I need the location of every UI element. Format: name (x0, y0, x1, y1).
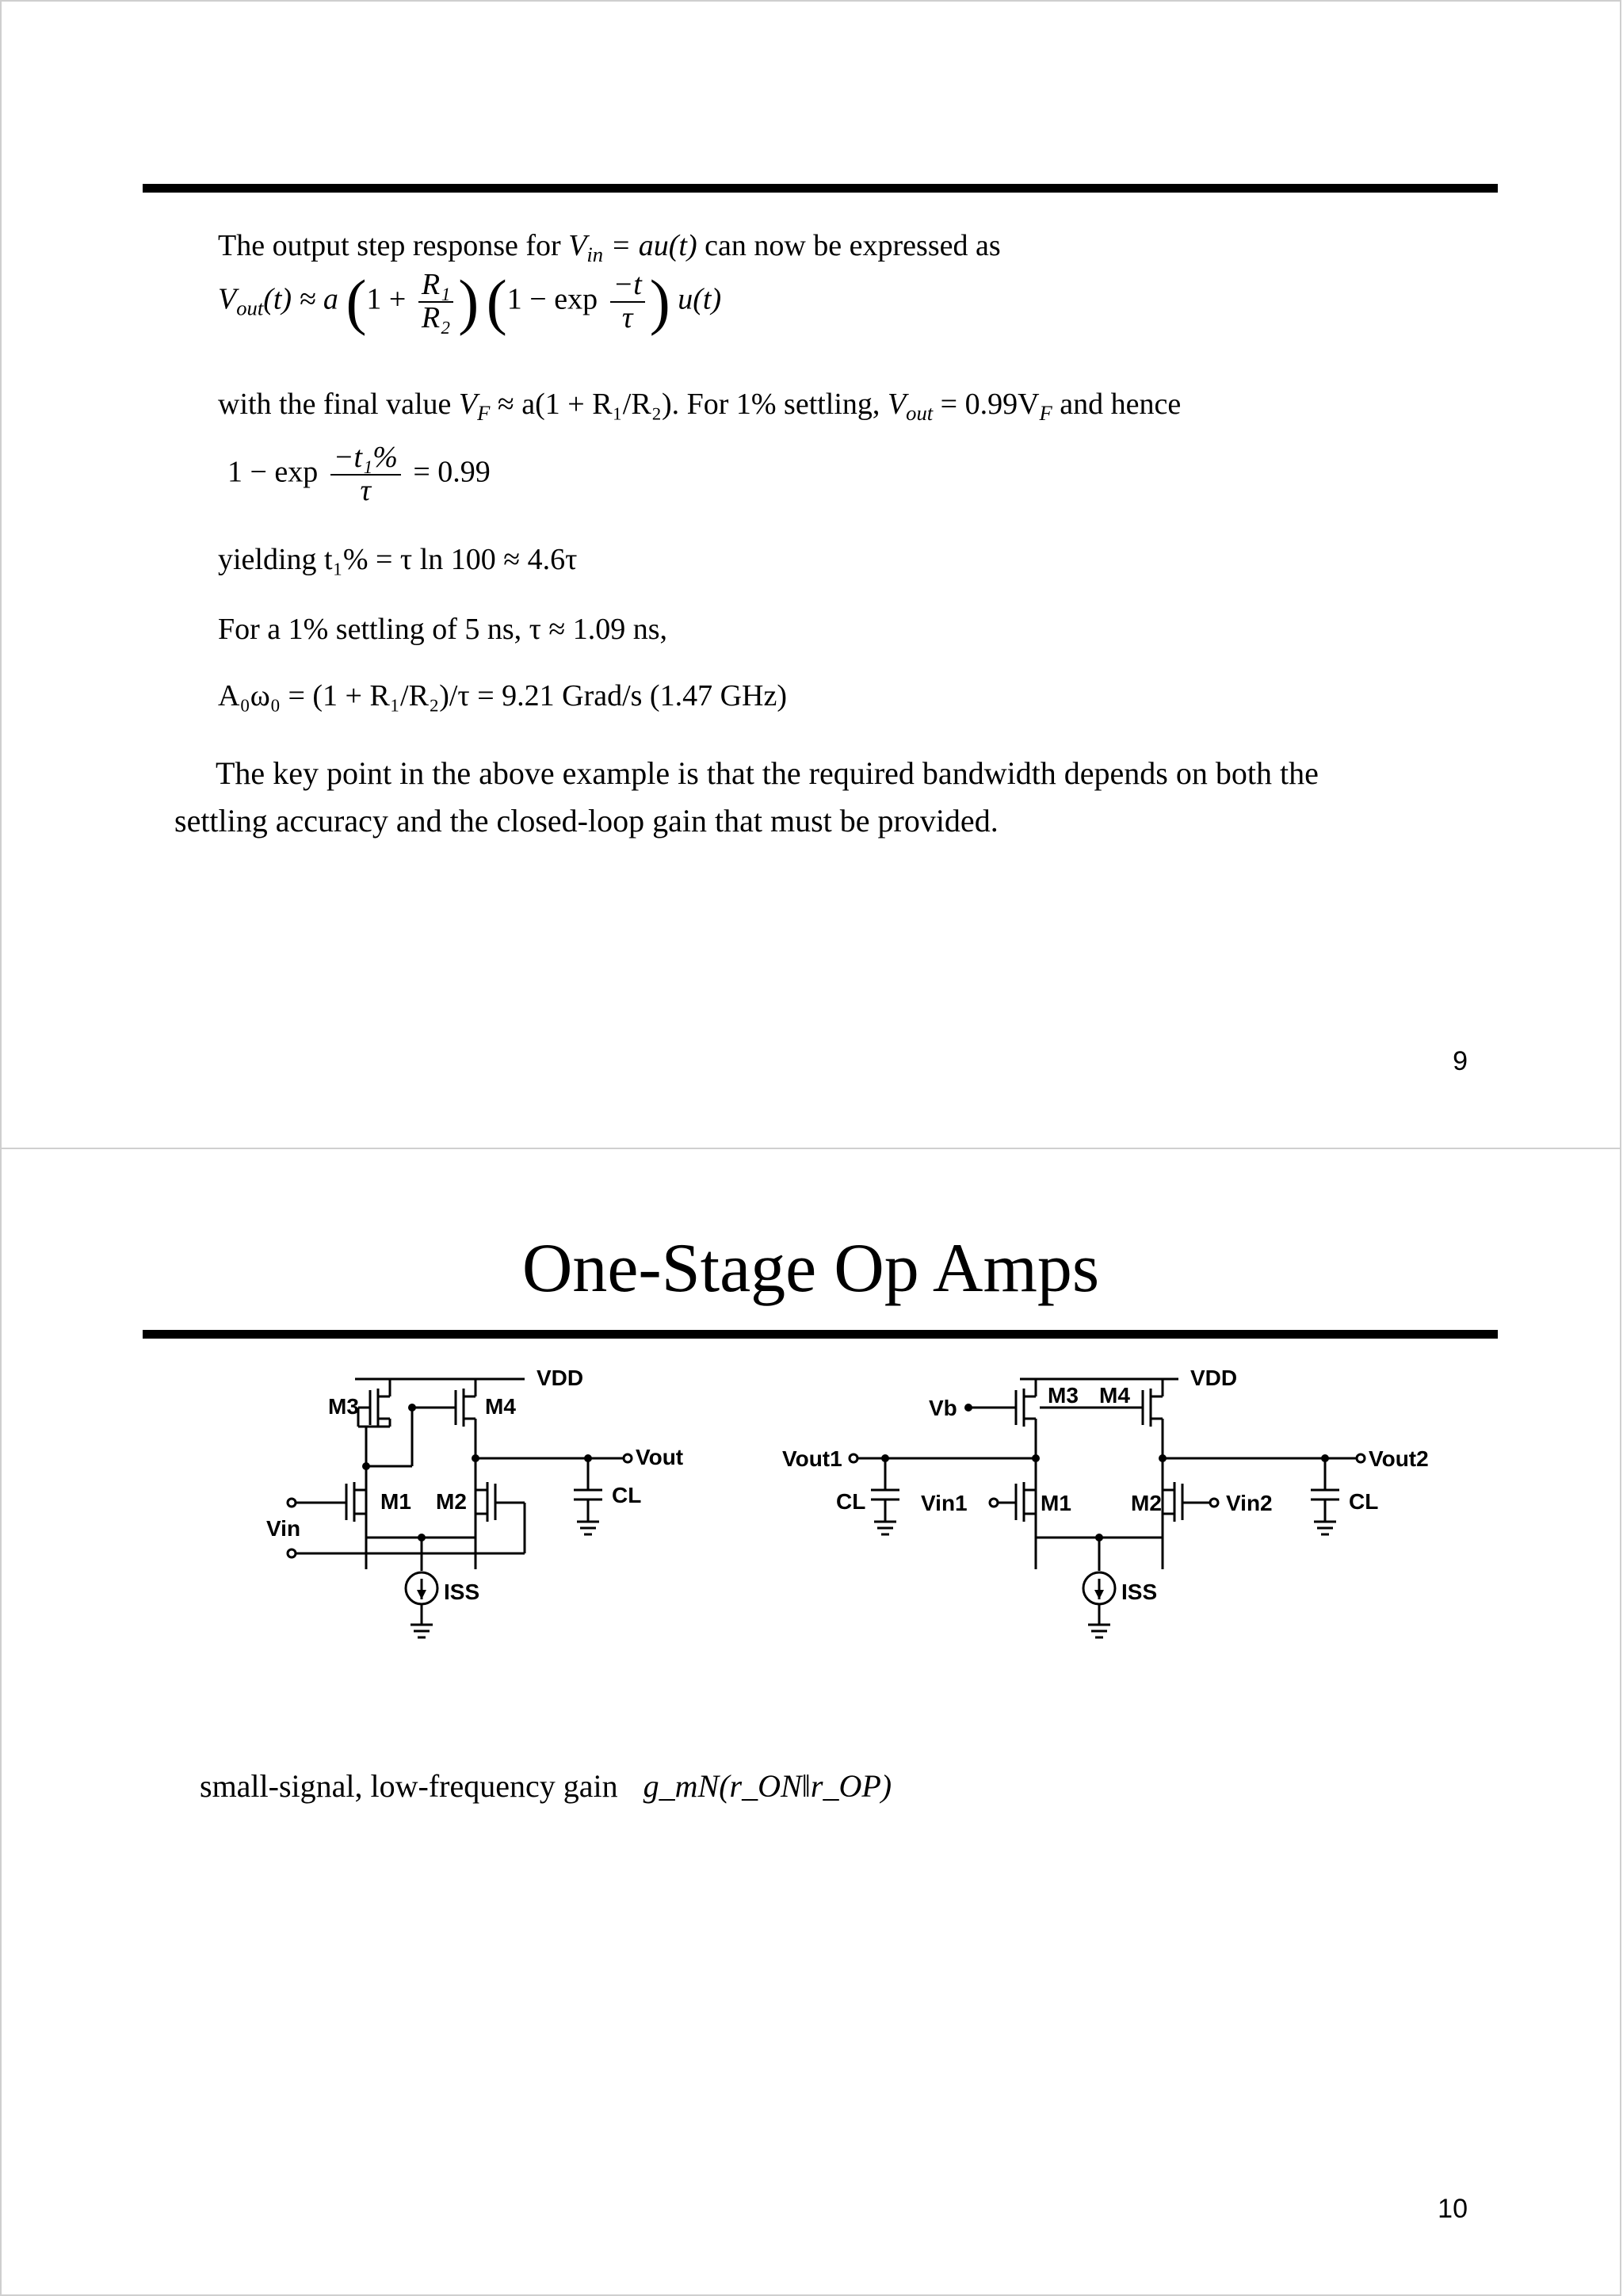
intro-tail: can now be expressed as (697, 229, 1001, 262)
page-number-9: 9 (1453, 1046, 1468, 1076)
gain-expression: g_mN(r_ON‖r_OP) (643, 1768, 892, 1804)
right-vin2-label: Vin2 (1226, 1491, 1273, 1515)
intro-line (218, 230, 1001, 266)
vf-subscript-2: F (1039, 400, 1052, 425)
eq1-denominator-2: τ (621, 300, 633, 334)
t-over-tau-fraction (610, 269, 645, 334)
eq1-numerator: R₁ (418, 269, 453, 303)
key-point-paragraph (174, 750, 1474, 845)
paren-close-1: ) (458, 266, 479, 336)
t1-over-tau-fraction (330, 442, 401, 507)
eq2-rhs: = 0.99 (413, 455, 491, 489)
final-value-end: = 0.99V (933, 388, 1040, 421)
r1-over-r2-fraction (418, 269, 453, 334)
left-cl-label: CL (612, 1483, 642, 1507)
vin-symbol: V (568, 229, 587, 262)
yielding-line: yielding t₁% = τ ln 100 ≈ 4.6τ (218, 543, 578, 576)
vf-subscript: F (477, 400, 491, 425)
right-vout1-label: Vout1 (782, 1446, 842, 1471)
gain-label: small-signal, low-frequency gain (200, 1768, 618, 1804)
right-vin1-label: Vin1 (921, 1491, 968, 1515)
left-m4-label: M4 (485, 1394, 516, 1419)
intro-text: The output step response for (218, 229, 569, 262)
eq1-lhs: V (218, 282, 237, 316)
slide-9 (0, 0, 1621, 1149)
right-cl-left-label: CL (836, 1489, 866, 1514)
paren-open-2: ( (486, 266, 507, 336)
vf-symbol: V (458, 388, 478, 421)
right-m3-label: M3 (1048, 1383, 1079, 1408)
key-point-line-1: The key point in the above example is that the required bandwidth depends on both the (216, 755, 1319, 791)
final-value-tail: and hence (1052, 388, 1182, 421)
left-m1-label: M1 (380, 1489, 411, 1514)
eq1-one-minus-exp: 1 − exp (506, 282, 598, 316)
left-vin-label: Vin (266, 1516, 301, 1541)
eq1-numerator-2: −t (610, 269, 645, 303)
slide-9-top-rule (143, 184, 1498, 193)
settling-equation (227, 442, 491, 507)
vout-subscript: out (906, 400, 934, 425)
gain-line (200, 1767, 892, 1805)
vin-equation: = au(t) (603, 229, 697, 262)
left-vout-label: Vout (636, 1445, 684, 1469)
page-number-10: 10 (1438, 2194, 1468, 2224)
slide-10-top-rule (143, 1330, 1498, 1339)
left-m2-label: M2 (436, 1489, 467, 1514)
paren-close-2: ) (649, 266, 670, 336)
right-vdd-label: VDD (1190, 1366, 1238, 1390)
step-response-equation (218, 266, 722, 336)
right-m1-label: M1 (1041, 1491, 1071, 1515)
differential-op-amp-schematic (782, 1363, 1440, 1704)
paren-open-1: ( (346, 266, 367, 336)
vout-symbol: V (887, 388, 907, 421)
final-value-intro: with the final value (218, 388, 459, 421)
final-value-line (218, 388, 1181, 425)
left-iss-label: ISS (444, 1580, 480, 1604)
eq1-one-plus: 1 + (366, 282, 407, 316)
right-m4-label: M4 (1099, 1383, 1130, 1408)
right-m2-label: M2 (1131, 1491, 1162, 1515)
eq1-lhs-sub: out (236, 296, 264, 320)
vin-subscript: in (586, 242, 604, 266)
right-cl-right-label: CL (1349, 1489, 1379, 1514)
right-vout2-label: Vout2 (1369, 1446, 1429, 1471)
single-ended-op-amp-schematic (263, 1363, 731, 1704)
key-point-line-2: settling accuracy and the closed-loop gain that must be provided. (174, 803, 999, 839)
eq1-lhs-rest: (t) ≈ a (263, 282, 338, 316)
final-value-mid: ≈ a(1 + R₁/R₂). For 1% settling, (490, 388, 888, 421)
slide-title: One-Stage Op Amps (521, 1230, 1100, 1307)
left-vdd-label: VDD (537, 1366, 584, 1390)
slide-10 (0, 1148, 1621, 2296)
eq2-lhs: 1 − exp (227, 455, 319, 489)
eq1-step: u(t) (678, 282, 722, 316)
left-m3-label: M3 (328, 1394, 359, 1419)
settling-5ns-line: For a 1% settling of 5 ns, τ ≈ 1.09 ns, (218, 613, 668, 646)
eq2-numerator: −t₁% (330, 442, 401, 476)
right-iss-label: ISS (1121, 1580, 1158, 1604)
eq2-denominator: τ (360, 473, 372, 507)
gain-bandwidth-line: A₀ω₀ = (1 + R₁/R₂)/τ = 9.21 Grad/s (1.47 GHz) (218, 679, 787, 712)
right-vb-label: Vb (929, 1396, 957, 1420)
eq1-denominator: R₂ (421, 300, 451, 334)
